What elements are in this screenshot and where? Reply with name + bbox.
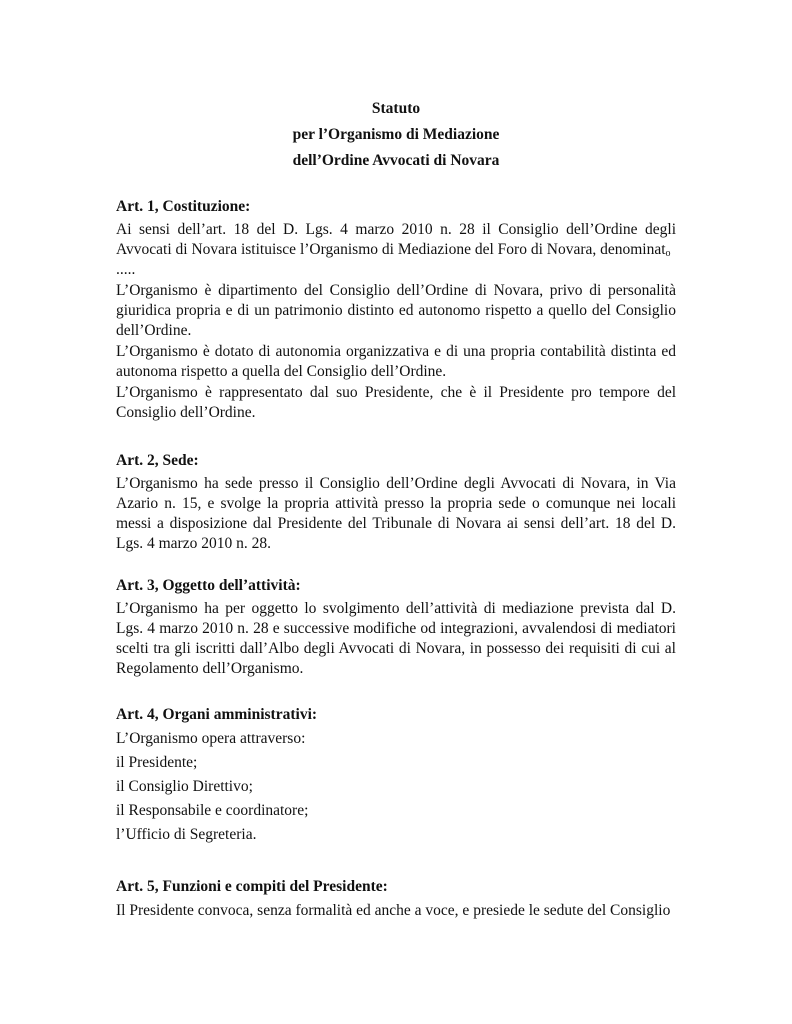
- title-line-2: per l’Organismo di Mediazione: [292, 126, 500, 143]
- art1-p1-text: Ai sensi dell’art. 18 del D. Lgs. 4 marzo 2010 n. 28 il Consiglio dell’Ordine degli Avvocati di Novara istituisce l’Organismo di Mediazione del Foro di Novara, denominat: [116, 221, 676, 258]
- art1-paragraph-1: [116, 220, 676, 264]
- art1-paragraph-4: L’Organismo è rappresentato dal suo Presidente, che è il Presidente pro tempore del Consiglio dell’Ordine.: [116, 384, 676, 421]
- art2-heading: Art. 2, Sede:: [116, 452, 199, 469]
- art4-intro: L’Organismo opera attraverso:: [116, 730, 306, 747]
- art5-heading: Art. 5, Funzioni e compiti del Presidente:: [116, 878, 388, 895]
- art1-paragraph-3: L’Organismo è dotato di autonomia organizzativa e di una propria contabilità distinta ed autonoma rispetto a quella del Consiglio dell’Ordine.: [116, 343, 676, 380]
- art4-heading: Art. 4, Organi amministrativi:: [116, 706, 318, 723]
- list-item: il Responsabile e coordinatore;: [116, 802, 309, 819]
- list-item: l’Ufficio di Segreteria.: [116, 826, 257, 843]
- title-line-1: Statuto: [371, 100, 421, 117]
- art2-paragraph-1: L’Organismo ha sede presso il Consiglio dell’Ordine degli Avvocati di Novara, in Via Azario n. 15, e svolge la propria attività presso la propria sede o comunque nei locali messi a disposizione dal Presidente del Tribunale di Novara ai sensi dell’art. 18 del D. Lgs. 4 marzo 2010 n. 28.: [116, 475, 676, 552]
- list-item: il Consiglio Direttivo;: [116, 778, 253, 795]
- art1-paragraph-1-continuation: .....: [116, 261, 136, 278]
- art1-paragraph-2: L’Organismo è dipartimento del Consiglio dell’Ordine di Novara, privo di personalità giuridica propria e di un patrimonio distinto ed autonomo rispetto a quello del Consiglio dell’Ordine.: [116, 282, 676, 339]
- list-item: il Presidente;: [116, 754, 198, 771]
- art3-heading: Art. 3, Oggetto dell’attività:: [116, 577, 301, 594]
- art5-paragraph-1: Il Presidente convoca, senza formalità ed anche a voce, e presiede le sedute del Consiglio: [116, 902, 671, 919]
- title-line-3: dell’Ordine Avvocati di Novara: [292, 152, 500, 169]
- document-title: [0, 96, 792, 174]
- art1-p1-subscript: o: [665, 248, 671, 259]
- art1-heading: Art. 1, Costituzione:: [116, 198, 251, 215]
- art3-paragraph-1: L’Organismo ha per oggetto lo svolgimento dell’attività di mediazione prevista dal D. Lgs. 4 marzo 2010 n. 28 e successive modifiche od integrazioni, avvalendosi di mediatori scelti tra gli iscritti dall’Albo degli Avvocati di Novara, in possesso dei requisiti di cui al Regolamento dell’Organismo.: [116, 600, 676, 677]
